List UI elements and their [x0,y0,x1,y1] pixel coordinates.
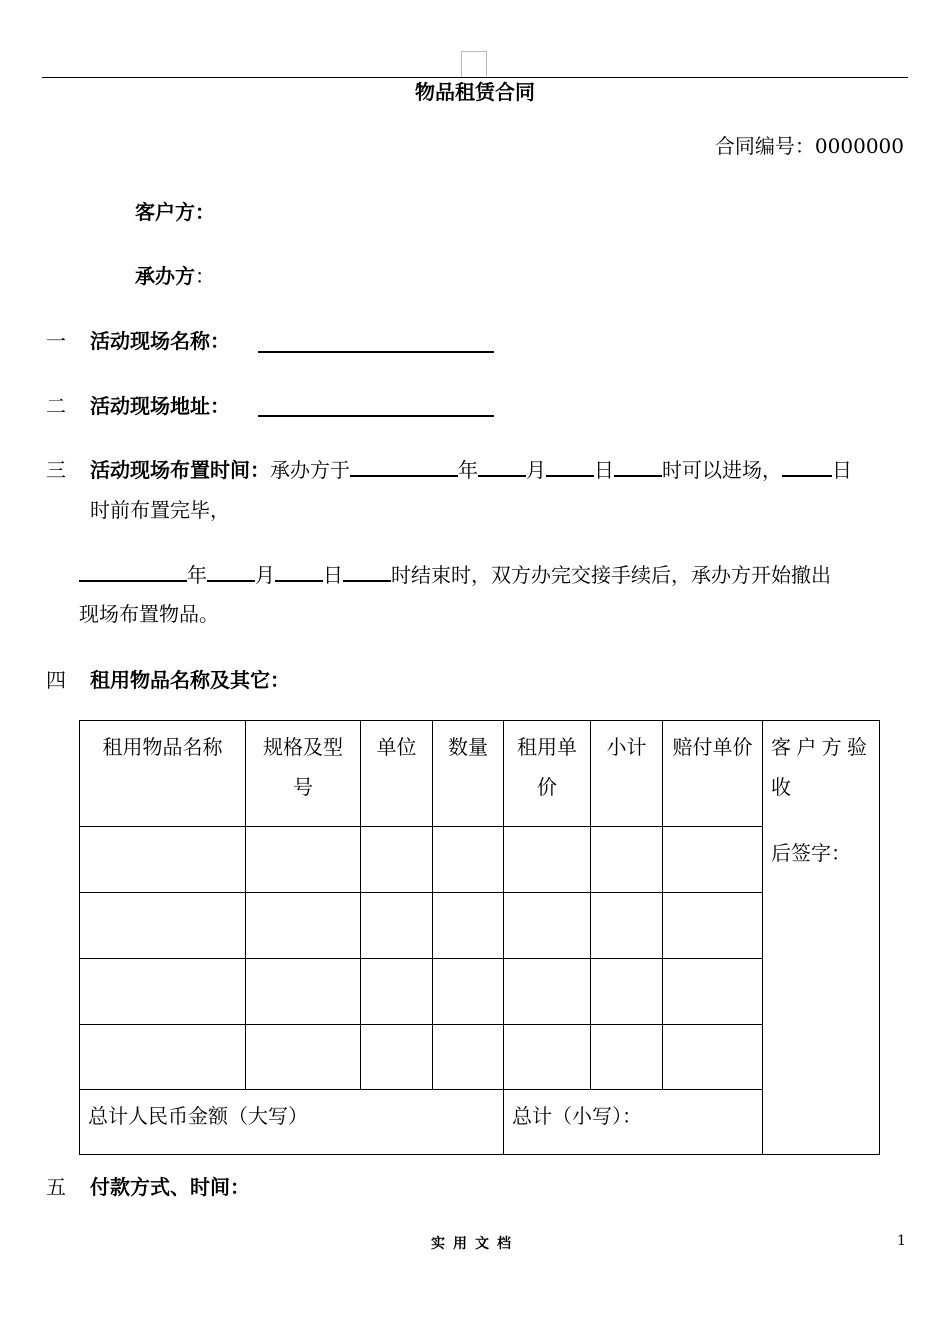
contractor-party [135,260,215,289]
table-cell[interactable] [591,893,663,959]
table-cell[interactable] [433,1025,504,1090]
table-cell[interactable] [591,827,663,893]
year-unit: 年 [458,458,478,482]
client-party-label: 客户方： [135,200,215,224]
contractor-party-colon: ： [195,264,215,288]
section-2-number: 二 [46,394,66,418]
complete-day-blank[interactable] [782,455,832,477]
table-cell[interactable] [80,959,246,1025]
contractor-party-label: 承办方 [135,264,195,288]
end-day-blank[interactable] [275,560,323,582]
table-row [80,893,880,959]
table-cell[interactable] [663,893,763,959]
year-unit-2: 年 [187,563,207,587]
section-3-text-end: 时结束时，双方办完交接手续后，承办方开始撤出 [391,563,831,587]
section-4-label: 租用物品名称及其它： [90,668,290,692]
table-cell[interactable] [80,827,246,893]
table-cell[interactable] [361,959,433,1025]
setup-month-blank[interactable] [478,455,526,477]
document-title: 物品租赁合同 [415,80,535,104]
total-amount-numeric[interactable]: 总计（小写）： [504,1090,763,1155]
header-spec-model: 规格及型号 [246,721,361,827]
table-row [80,959,880,1025]
table-cell[interactable] [504,893,591,959]
total-amount-chinese[interactable]: 总计人民币金额（大写） [80,1090,504,1155]
client-acceptance-line2: 后签字： [771,841,851,865]
section-3-label: 活动现场布置时间： [90,458,270,482]
contract-number-label: 合同编号： [714,134,815,158]
rental-items-table [79,720,880,1155]
table-cell[interactable] [80,1025,246,1090]
header-subtotal: 小计 [591,721,663,827]
table-cell[interactable] [663,827,763,893]
end-year-blank[interactable] [79,560,187,582]
table-cell[interactable] [361,1025,433,1090]
section-3-line-1 [90,454,852,483]
section-1-number: 一 [46,329,66,353]
table-cell[interactable] [433,827,504,893]
contract-number [715,130,904,159]
table-cell[interactable] [246,827,361,893]
table-cell[interactable] [246,959,361,1025]
section-2-label: 活动现场地址： [90,394,230,418]
day-unit-2: 日 [832,458,852,482]
header-unit: 单位 [361,721,433,827]
header-quantity: 数量 [433,721,504,827]
section-5-number: 五 [46,1175,66,1199]
table-row [80,1025,880,1090]
table-header-row [80,721,880,827]
month-unit-2: 月 [255,563,275,587]
section-3-text-contractor-at: 承办方于 [270,458,350,482]
table-cell[interactable] [361,893,433,959]
end-hour-blank[interactable] [343,560,391,582]
section-3-line-2: 时前布置完毕， [90,498,230,522]
table-cell[interactable] [504,827,591,893]
page-number: 1 [897,1233,906,1249]
table-cell[interactable] [663,959,763,1025]
section-5-label: 付款方式、时间： [90,1175,250,1199]
setup-year-blank[interactable] [350,455,458,477]
table-cell[interactable] [433,893,504,959]
month-unit: 月 [526,458,546,482]
table-cell[interactable] [80,893,246,959]
table-cell[interactable] [504,959,591,1025]
table-cell[interactable] [246,893,361,959]
header-item-name: 租用物品名称 [80,721,246,827]
section-3-number: 三 [46,458,66,482]
setup-hour-blank[interactable] [614,455,662,477]
venue-address-blank[interactable] [258,415,494,417]
table-row [80,827,880,893]
section-3-text-enter: 时可以进场， [662,458,782,482]
day-unit-3: 日 [323,563,343,587]
table-total-row [80,1090,880,1155]
table-cell[interactable] [433,959,504,1025]
table-cell[interactable] [246,1025,361,1090]
section-3-line-4: 现场布置物品。 [79,602,219,626]
header-marker [461,51,487,77]
day-unit: 日 [594,458,614,482]
client-acceptance-cell[interactable] [763,721,880,1155]
setup-day-blank[interactable] [546,455,594,477]
table-cell[interactable] [663,1025,763,1090]
end-month-blank[interactable] [207,560,255,582]
table-cell[interactable] [591,959,663,1025]
contract-number-value: 0000000 [814,134,904,158]
section-1-label: 活动现场名称： [90,329,230,353]
header-unit-price: 租用单价 [504,721,591,827]
table-cell[interactable] [591,1025,663,1090]
table-cell[interactable] [361,827,433,893]
header-compensation-price: 赔付单价 [663,721,763,827]
client-acceptance-line1: 客户方验收 [771,735,871,799]
page-footer: 实用文档 [431,1236,519,1252]
section-3-line-3 [79,559,831,588]
section-4-number: 四 [46,668,66,692]
table-cell[interactable] [504,1025,591,1090]
venue-name-blank[interactable] [258,351,494,353]
